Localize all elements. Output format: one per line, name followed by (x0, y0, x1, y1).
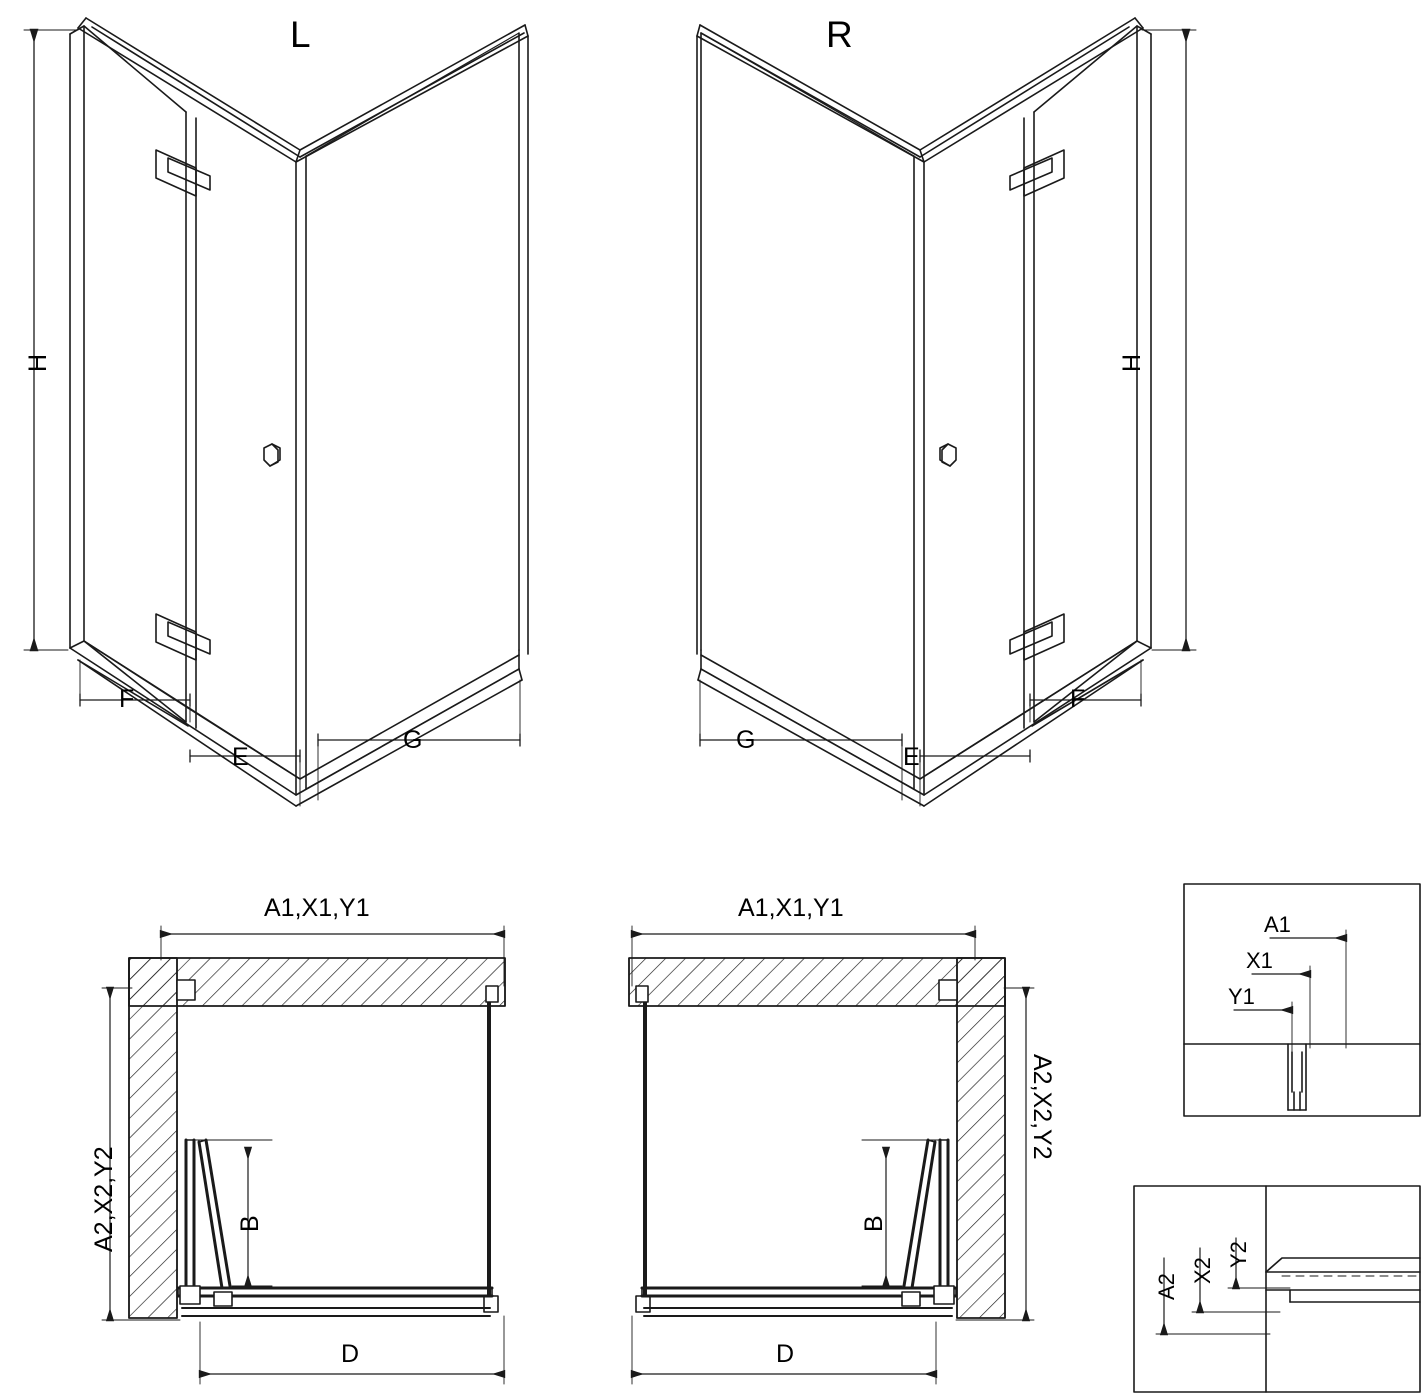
detail-top-dim-x1: X1 (1246, 948, 1273, 973)
detail-bottom-dim-y2: Y2 (1226, 1241, 1251, 1268)
label-G-right: G (736, 726, 756, 754)
detail-bottom-dim-a2: A2 (1154, 1273, 1179, 1300)
plan-right-bottom-dim-label: D (776, 1340, 795, 1368)
label-E-right: E (903, 743, 920, 771)
plan-left-swing-label: B (236, 1215, 264, 1232)
label-F-left: F (119, 685, 135, 713)
plan-view-right (629, 958, 1005, 1318)
label-H-left: H (24, 353, 52, 372)
view-title-right: R (826, 14, 853, 55)
plan-right-swing-label: B (860, 1215, 888, 1232)
plan-right-top-dim-label: A1,X1,Y1 (738, 894, 844, 922)
dimension-H-right (1142, 30, 1196, 650)
plan-view-left (129, 958, 505, 1318)
label-G-left: G (403, 726, 423, 754)
label-H-right: H (1118, 353, 1146, 372)
dimensions-FEG-left (80, 660, 520, 806)
dimensions-FEG-right (700, 660, 1141, 806)
detail-bottom-dim-x2: X2 (1190, 1257, 1215, 1284)
label-F-right: F (1070, 685, 1086, 713)
iso-view-left (70, 18, 528, 806)
label-E-left: E (232, 743, 249, 771)
detail-top (1184, 884, 1420, 1116)
plan-left-top-dim-label: A1,X1,Y1 (264, 894, 370, 922)
plan-right-side-dim-label: A2,X2,Y2 (1028, 1054, 1056, 1160)
plan-left-bottom-dim-label: D (341, 1340, 360, 1368)
plan-left-side-dim-label: A2,X2,Y2 (90, 1146, 118, 1252)
detail-top-dim-a1: A1 (1264, 912, 1291, 937)
detail-top-dim-y1: Y1 (1228, 984, 1255, 1009)
view-title-left: L (290, 14, 311, 55)
